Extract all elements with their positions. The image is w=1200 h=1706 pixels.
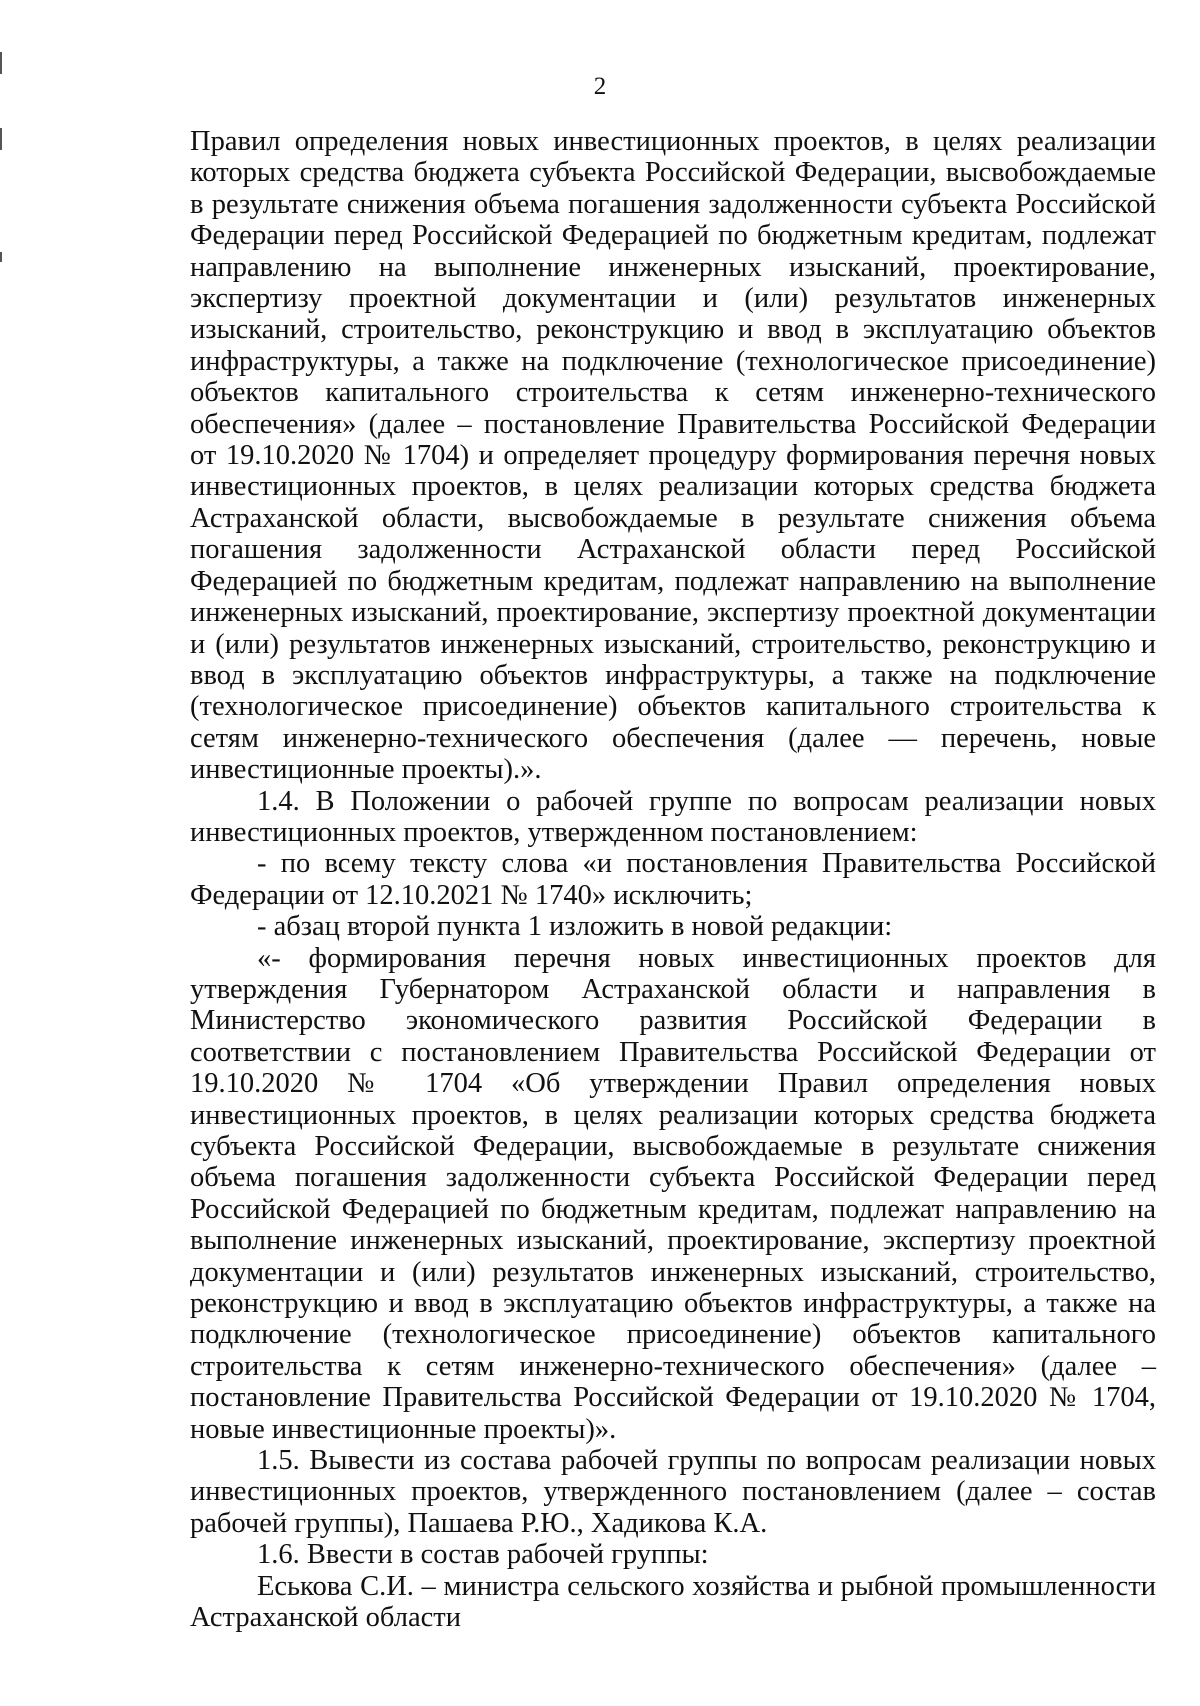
paragraph-1-4-item-2: - абзац второй пункта 1 изложить в новой редакции:	[257, 911, 893, 943]
document-body	[190, 126, 1156, 1634]
paragraph-continuation: Правил определения новых инвестиционных проектов, в целях реализации которых средства бюджета субъекта Российской Федерации, высвобождаемые в результате снижения объема погашения задолженности субъекта Российской Федерации перед Российской Федерацией по бюджетным кредитам, подлежат направлению на выполнение инженерных изысканий, проектирование, экспертизу проектной документации и (или) результатов инженерных изысканий, строительство, реконструкцию и ввод в эксплуатацию объектов инфраструктуры, а также на подключение (технологическое присоединение) объектов капитального строительства к сетям инженерно-технического обеспечения» (далее – постановление Правительства Российской Федерации от 19.10.2020 № 1704) и определяет процедуру формирования перечня новых инвестиционных проектов, в целях реализации которых средства бюджета Астраханской области, высвобождаемые в результате снижения объема погашения задолженности Астраханской области перед Российской Федерацией по бюджетным кредитам, подлежат направлению на выполнение инженерных изысканий, проектирование, экспертизу проектной документации и (или) результатов инженерных изысканий, строительство, реконструкцию и ввод в эксплуатацию объектов инфраструктуры, а также на подключение (технологическое присоединение) объектов капитального строительства к сетям инженерно-технического обеспечения (далее — перечень, новые инвестиционные проекты).».	[190, 126, 1156, 786]
paragraph-1-6-member: Еськова С.И. – министра сельского хозяйства и рыбной промышленности Астраханской области	[190, 1570, 1156, 1634]
scan-edge-mark	[0, 52, 2, 74]
paragraph-new-wording: «- формирования перечня новых инвестиционных проектов для утверждения Губернатором Астраханской области и направления в Министерство экономического развития Российской Федерации в соответствии с постановлением Правительства Российской Федерации от 19.10.2020 № 1704 «Об утверждении Правил определения новых инвестиционных проектов, в целях реализации которых средства бюджета субъекта Российской Федерации, высвобождаемые в результате снижения объема погашения задолженности субъекта Российской Федерации перед Российской Федерацией по бюджетным кредитам, подлежат направлению на выполнение инженерных изысканий, проектирование, экспертизу проектной документации и (или) результатов инженерных изысканий, строительство, реконструкцию и ввод в эксплуатацию объектов инфраструктуры, а также на подключение (технологическое присоединение) объектов капитального строительства к сетям инженерно-технического обеспечения» (далее – постановление Правительства Российской Федерации от 19.10.2020 № 1704, новые инвестиционные проекты)».	[190, 942, 1156, 1445]
paragraph-1-4-item-1: - по всему тексту слова «и постановления Правительства Российской Федерации от 12.10.2021 № 1740» исключить;	[190, 848, 1156, 911]
scan-edge-mark	[0, 128, 2, 150]
paragraph-1-5: 1.5. Вывести из состава рабочей группы по вопросам реализации новых инвестиционных проектов, утвержденного постановлением (далее – состав рабочей группы), Пашаева Р.Ю., Хадикова К.А.	[190, 1445, 1156, 1539]
scan-edge-mark	[0, 252, 2, 262]
page-number: 2	[593, 73, 607, 100]
paragraph-1-4: 1.4. В Положении о рабочей группе по вопросам реализации новых инвестиционных проектов, утвержденном постановлением:	[190, 785, 1156, 848]
paragraph-1-6: 1.6. Ввести в состав рабочей группы:	[257, 1539, 709, 1571]
